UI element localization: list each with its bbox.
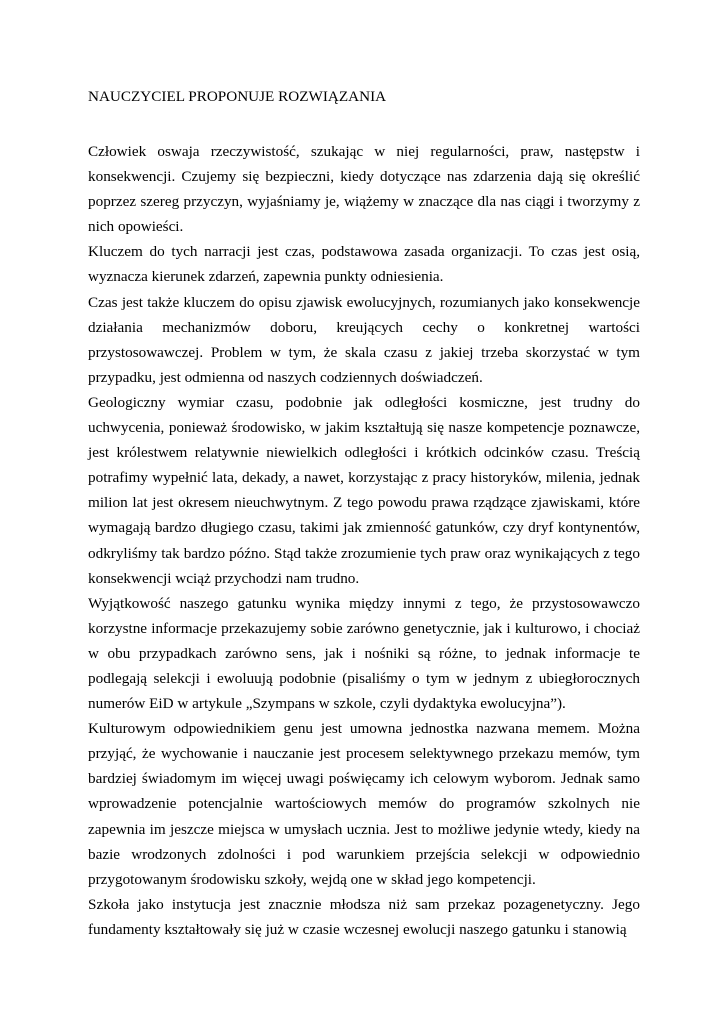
paragraph: Kluczem do tych narracji jest czas, podstawowa zasada organizacji. To czas jest osią, wyznacza kierunek zdarzeń, zapewnia punkty odniesienia. bbox=[88, 243, 640, 286]
paragraph: Wyjątkowość naszego gatunku wynika między innymi z tego, że przystosowawczo korzystne informacje przekazujemy sobie zarówno genetycznie, jak i kulturowo, i chociaż w obu przypadkach zarówno sens, jak i nośniki są różne, to jednak informacje te podlegają selekcji i ewoluują podobnie (pisaliśmy o tym w jednym z ubiegłorocznych numerów EiD w artykule „Szympans w szkole, czyli dydaktyka ewolucyjna”). bbox=[88, 594, 640, 713]
paragraph: Kulturowym odpowiednikiem genu jest umowna jednostka nazwana memem. Można przyjąć, że wychowanie i nauczanie jest procesem selektywnego przekazu memów, tym bardziej świadomym im więcej uwagi poświęcamy ich celowym wyborom. Jednak samo wprowadzenie potencjalnie wartościowych memów do programów szkolnych nie zapewnia im jeszcze miejsca w umysłach ucznia. Jest to możliwe jedynie wtedy, kiedy na bazie wrodzonych zdolności i pod warunkiem przejścia selekcji w odpowiednio przygotowanym środowisku szkoły, wejdą one w skład jego kompetencji. bbox=[88, 720, 640, 888]
paragraph: Szkoła jako instytucja jest znacznie młodsza niż sam przekaz pozagenetyczny. Jego fundamenty kształtowały się już w czasie wczesnej ewolucji naszego gatunku i stanowią bbox=[88, 895, 640, 938]
paragraph: Geologiczny wymiar czasu, podobnie jak odległości kosmiczne, jest trudny do uchwycenia, ponieważ środowisko, w jakim kształtują się nasze kompetencje poznawcze, jest królestwem relatywnie niewielkich odległości i krótkich odcinków czasu. Treścią potrafimy wypełnić lata, dekady, a nawet, korzystając z pracy historyków, milenia, jednak milion lat jest okresem nieuchwytnym. Z tego powodu prawa rządzące zjawiskami, które wymagają bardzo długiego czasu, takimi jak zmienność gatunków, czy dryf kontynentów, odkryliśmy tak bardzo późno. Stąd także zrozumienie tych praw oraz wynikających z tego konsekwencji wciąż przychodzi nam trudno. bbox=[88, 393, 640, 587]
document-title: NAUCZYCIEL PROPONUJE ROZWIĄZANIA bbox=[88, 88, 387, 105]
paragraph: Człowiek oswaja rzeczywistość, szukając w niej regularności, praw, następstw i konsekwencji. Czujemy się bezpieczni, kiedy dotyczące nas zdarzenia dają się określić poprzez szereg przyczyn, wyjaśniamy je, wiążemy w znaczące dla nas ciągi i tworzymy z nich opowieści. bbox=[88, 143, 640, 236]
document-body bbox=[88, 139, 640, 942]
paragraph: Czas jest także kluczem do opisu zjawisk ewolucyjnych, rozumianych jako konsekwencje działania mechanizmów doboru, kreujących cechy o konkretnej wartości przystosowawczej. Problem w tym, że skala czasu z jakiej trzeba skorzystać w tym przypadku, jest odmienna od naszych codziennych doświadczeń. bbox=[88, 293, 640, 386]
